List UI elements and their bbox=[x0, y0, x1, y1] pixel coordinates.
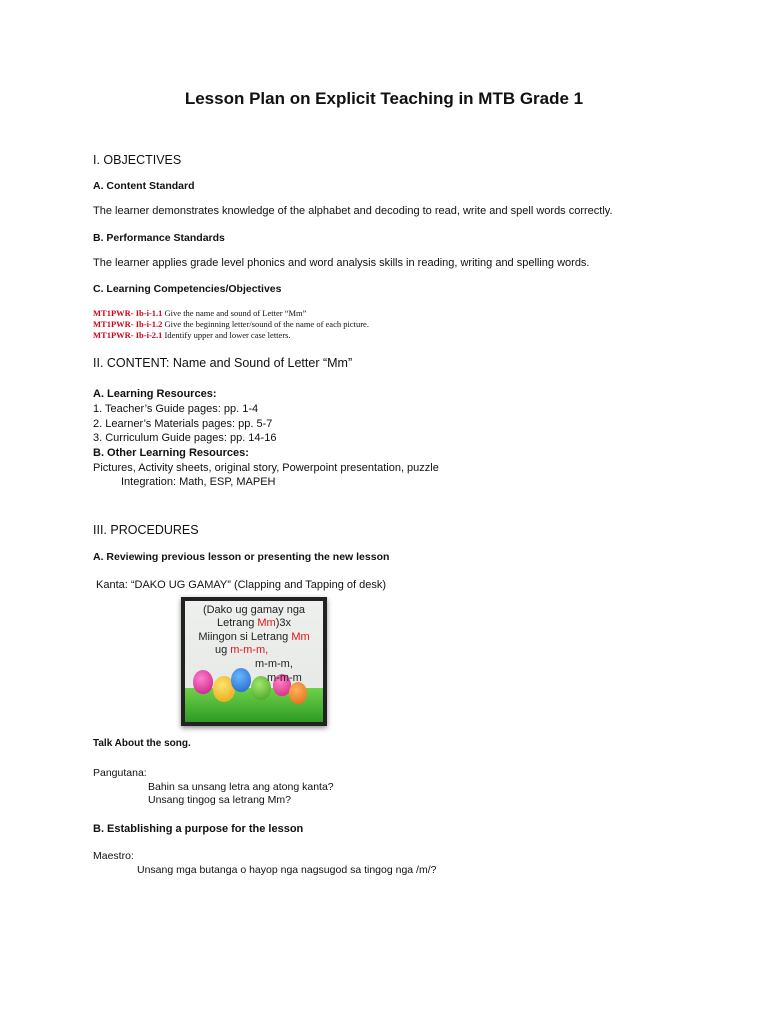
question-item: Bahin sa unsang letra ang atong kanta? bbox=[148, 781, 334, 793]
competency-text: Give the name and sound of Letter “Mm” bbox=[162, 308, 307, 318]
song-line: Miingon si Letrang Mm bbox=[198, 631, 310, 643]
competency-text: Give the beginning letter/sound of the name of each picture. bbox=[162, 319, 369, 329]
learning-resources-heading: A. Learning Resources: bbox=[93, 388, 217, 400]
competency-code: MT1PWR- Ib-i-1.2 bbox=[93, 319, 163, 329]
page-title: Lesson Plan on Explicit Teaching in MTB Grade 1 bbox=[184, 89, 584, 108]
procedures-heading: III. PROCEDURES bbox=[93, 523, 199, 537]
integration-text: Integration: Math, ESP, MAPEH bbox=[121, 476, 276, 488]
song-line: (Dako ug gamay nga bbox=[202, 604, 306, 616]
competency-item bbox=[93, 319, 369, 329]
performance-standards-heading: B. Performance Standards bbox=[93, 232, 225, 244]
kanta-line: Kanta: “DAKO UG GAMAY” (Clapping and Tapping of desk) bbox=[96, 579, 387, 591]
purpose-heading: B. Establishing a purpose for the lesson bbox=[93, 823, 304, 835]
performance-standards-text: The learner applies grade level phonics and word analysis skills in reading, writing and spelling words. bbox=[93, 257, 590, 269]
easter-egg-icon bbox=[231, 668, 251, 692]
other-resources-text: Pictures, Activity sheets, original story, Powerpoint presentation, puzzle bbox=[93, 462, 439, 474]
song-line: m-m-m, bbox=[255, 658, 293, 670]
content-standard-heading: A. Content Standard bbox=[93, 180, 195, 192]
song-line: m-m-m bbox=[267, 672, 302, 684]
maestro-question: Unsang mga butanga o hayop nga nagsugod sa tingog nga /m/? bbox=[137, 864, 437, 876]
competency-code: MT1PWR- Ib-i-2.1 bbox=[93, 330, 163, 340]
song-line: Letrang Mm)3x bbox=[217, 617, 291, 629]
question-item: Unsang tingog sa letrang Mm? bbox=[148, 794, 291, 806]
maestro-label: Maestro: bbox=[93, 850, 134, 862]
song-image bbox=[181, 597, 327, 726]
competency-text: Identify upper and lower case letters. bbox=[162, 330, 291, 340]
pangutana-label: Pangutana: bbox=[93, 767, 147, 779]
resource-item: 1. Teacher’s Guide pages: pp. 1-4 bbox=[93, 403, 259, 415]
content-heading: II. CONTENT: Name and Sound of Letter “Mm” bbox=[93, 356, 353, 370]
competency-item bbox=[93, 308, 306, 318]
easter-egg-icon bbox=[289, 682, 307, 704]
easter-egg-icon bbox=[193, 670, 213, 694]
objectives-heading: I. OBJECTIVES bbox=[93, 153, 182, 167]
resource-item: 3. Curriculum Guide pages: pp. 14-16 bbox=[93, 432, 277, 444]
other-resources-heading: B. Other Learning Resources: bbox=[93, 447, 249, 459]
competency-code: MT1PWR- Ib-i-1.1 bbox=[93, 308, 163, 318]
song-line: ug m-m-m, bbox=[215, 644, 269, 656]
content-standard-text: The learner demonstrates knowledge of the alphabet and decoding to read, write and spell words correctly. bbox=[93, 205, 613, 217]
competencies-heading: C. Learning Competencies/Objectives bbox=[93, 283, 282, 295]
song-image-canvas bbox=[185, 601, 323, 722]
resource-item: 2. Learner’s Materials pages: pp. 5-7 bbox=[93, 418, 273, 430]
reviewing-heading: A. Reviewing previous lesson or presenting the new lesson bbox=[93, 551, 390, 563]
competency-item bbox=[93, 330, 291, 340]
talk-about-song: Talk About the song. bbox=[93, 738, 191, 749]
